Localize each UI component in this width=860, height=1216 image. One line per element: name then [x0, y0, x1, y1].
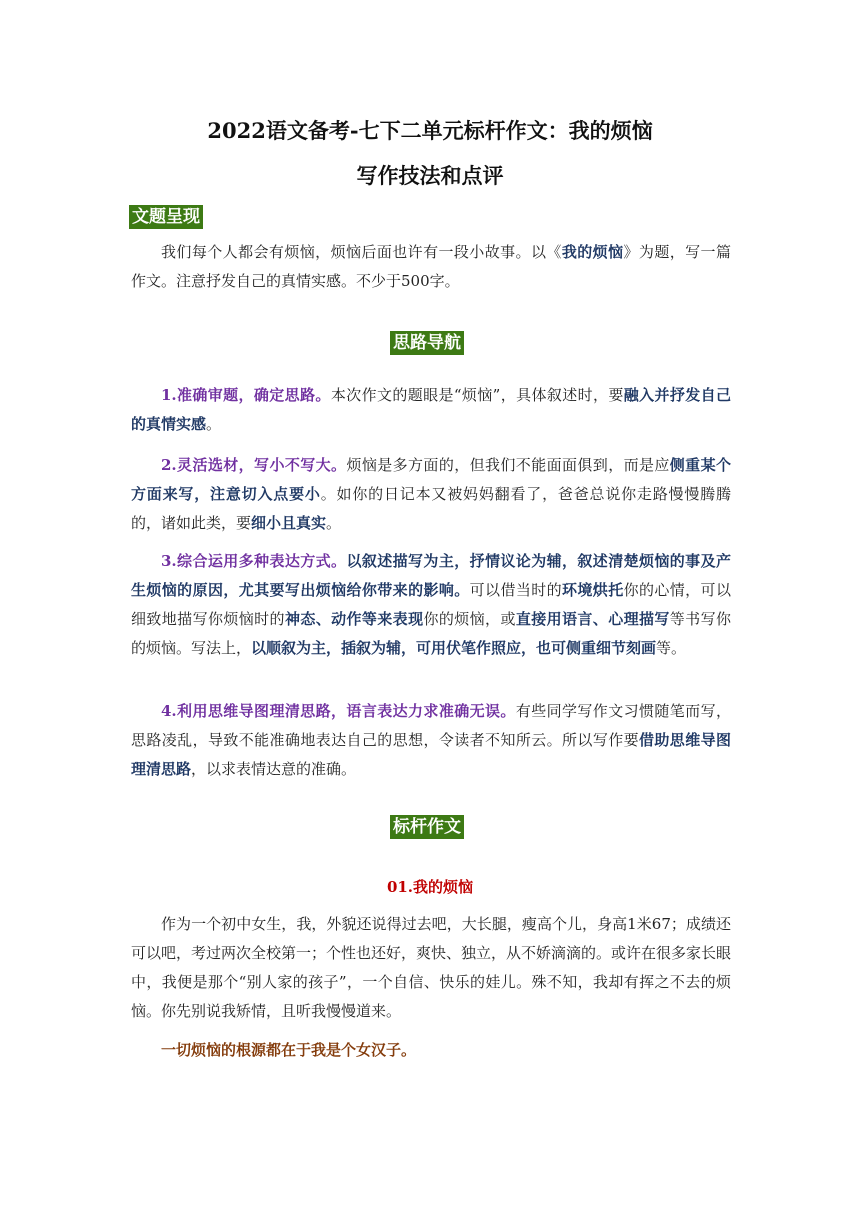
guide-paragraph-2: 2.灵活选材，写小不写大。烦恼是多方面的，但我们不能面面俱到，而是应侧重某个方面来写，注意切入点要小。如你的日记本又被妈妈翻看了，爸爸总说你走路慢慢腾腾的，诸如此类，要细小且真实。: [131, 456, 731, 532]
guide-paragraph-3: 3.综合运用多种表达方式。以叙述描写为主，抒情议论为辅，叙述清楚烦恼的事及产生烦恼的原因，尤其要写出烦恼给你带来的影响。可以借当时的环境烘托你的心情，可以细致地描写你烦恼时的神态、动作等来表现你的烦恼，或直接用语言、心理描写等书写你的烦恼。写法上，以顺叙为主，插叙为辅，可用伏笔作照应，也可侧重细节刻画等。: [131, 552, 731, 657]
section-label-model: 标杆作文: [390, 815, 464, 839]
document-title: 2022语文备考-七下二单元标杆作文：我的烦恼: [207, 118, 653, 143]
section-label-prompt: 文题呈现: [129, 205, 203, 229]
guide-paragraph-1: 1.准确审题，确定思路。本次作文的题眼是“烦恼”，具体叙述时，要融入并抒发自己的真情实感。: [131, 386, 731, 433]
section-label-guide: 思路导航: [390, 331, 464, 355]
document-subtitle: 写作技法和点评: [356, 163, 504, 188]
guide-paragraph-4: 4.利用思维导图理清思路，语言表达力求准确无误。有些同学写作文习惯随笔而写，思路凌乱，导致不能准确地表达自己的思想，令读者不知所云。所以写作要借助思维导图理清思路，以求表情达意的准确。: [131, 702, 731, 778]
essay-paragraph-2: 一切烦恼的根源都在于我是个女汉子。: [161, 1041, 417, 1059]
prompt-paragraph: 我们每个人都会有烦恼，烦恼后面也许有一段小故事。以《我的烦恼》为题，写一篇作文。注意抒发自己的真情实感。不少于500字。: [131, 243, 731, 290]
essay-paragraph-1: 作为一个初中女生，我，外貌还说得过去吧，大长腿，瘦高个儿，身高1米67；成绩还可以吧，考过两次全校第一；个性也还好，爽快、独立，从不娇滴滴的。或许在很多家长眼中，我便是那个“别人家的孩子”，一个自信、快乐的娃儿。殊不知，我却有挥之不去的烦恼。你先别说我矫情，且听我慢慢道来。: [131, 915, 732, 1020]
essay-title: 01.我的烦恼: [386, 878, 474, 896]
